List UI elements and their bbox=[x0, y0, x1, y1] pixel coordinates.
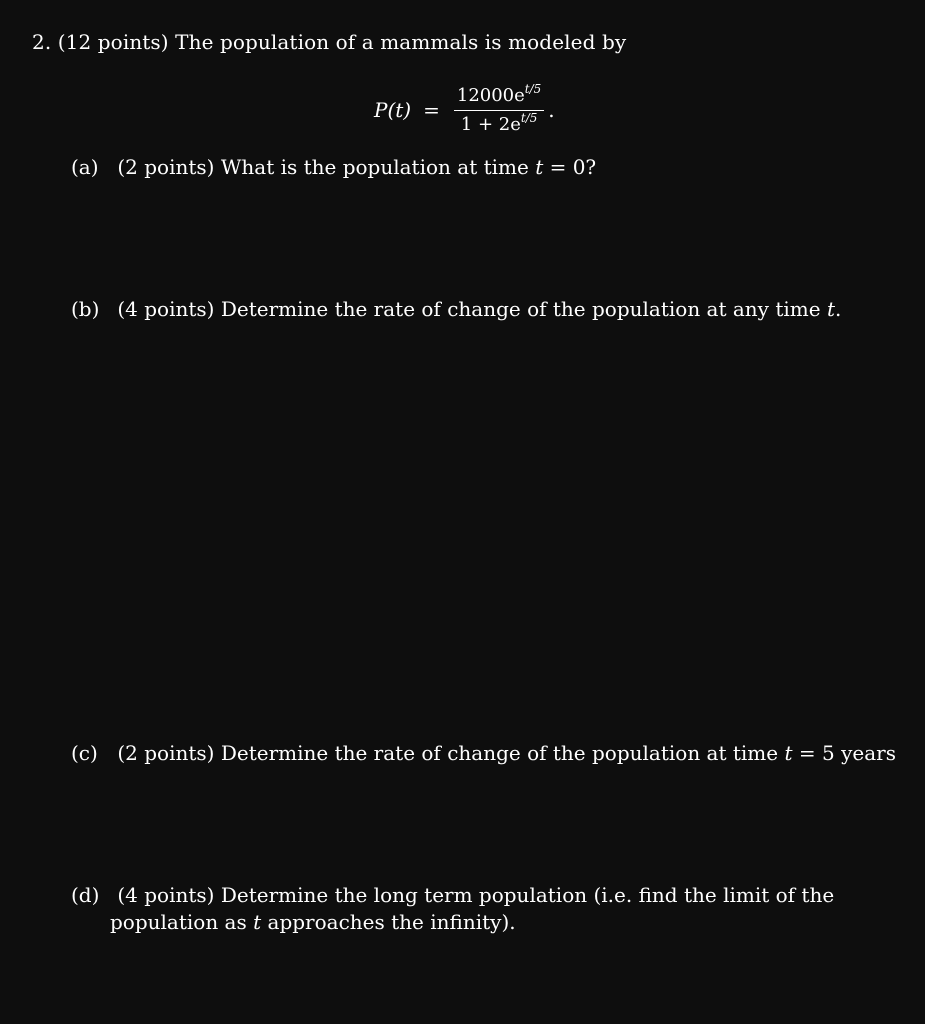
formula-denominator bbox=[458, 110, 541, 137]
part-d-line1: Determine the long term population (i.e. find the limit of the bbox=[220, 883, 835, 907]
numerator-exponent: t/5 bbox=[524, 81, 542, 96]
formula-lhs: P(t) bbox=[374, 98, 412, 122]
part-c-label: (c) bbox=[71, 741, 98, 765]
formula-period: . bbox=[548, 98, 555, 122]
part-d-points: (4 points) bbox=[117, 883, 215, 907]
part-a-text: What is the population at time bbox=[220, 155, 529, 179]
part-c-var: t bbox=[784, 741, 793, 765]
denominator-exponent: t/5 bbox=[520, 110, 538, 125]
part-a-text-end: = 0? bbox=[549, 155, 597, 179]
part-b bbox=[71, 296, 841, 322]
part-b-points: (4 points) bbox=[117, 297, 215, 321]
formula-fraction bbox=[454, 81, 544, 137]
part-c-text-end: = 5 years bbox=[798, 741, 896, 765]
part-c-text: Determine the rate of change of the population at time bbox=[220, 741, 779, 765]
part-d-var: t bbox=[253, 910, 262, 934]
part-d-continuation bbox=[110, 909, 516, 935]
part-a-points: (2 points) bbox=[117, 155, 215, 179]
part-c-points: (2 points) bbox=[117, 741, 215, 765]
part-a bbox=[71, 154, 596, 180]
problem-points: (12 points) bbox=[57, 30, 169, 54]
part-b-text-end: . bbox=[834, 297, 842, 321]
formula-equals: = bbox=[423, 98, 440, 122]
numerator-coefficient: 12000e bbox=[456, 84, 525, 106]
problem-intro: The population of a mammals is modeled by bbox=[175, 30, 627, 54]
part-c bbox=[71, 740, 896, 766]
problem-number: 2. bbox=[32, 30, 52, 54]
part-b-label: (b) bbox=[71, 297, 100, 321]
part-d-label: (d) bbox=[71, 883, 100, 907]
formula-numerator bbox=[454, 81, 544, 108]
part-b-text: Determine the rate of change of the population at any time bbox=[220, 297, 821, 321]
part-d-line2: population as bbox=[110, 910, 247, 934]
part-d-line2-end: approaches the infinity). bbox=[267, 910, 516, 934]
denominator-base: 1 + 2e bbox=[460, 113, 521, 135]
population-formula bbox=[374, 78, 555, 142]
part-d bbox=[71, 882, 834, 908]
part-a-label: (a) bbox=[71, 155, 99, 179]
problem-header bbox=[32, 29, 626, 55]
part-b-var: t bbox=[826, 297, 835, 321]
part-a-var: t bbox=[535, 155, 544, 179]
